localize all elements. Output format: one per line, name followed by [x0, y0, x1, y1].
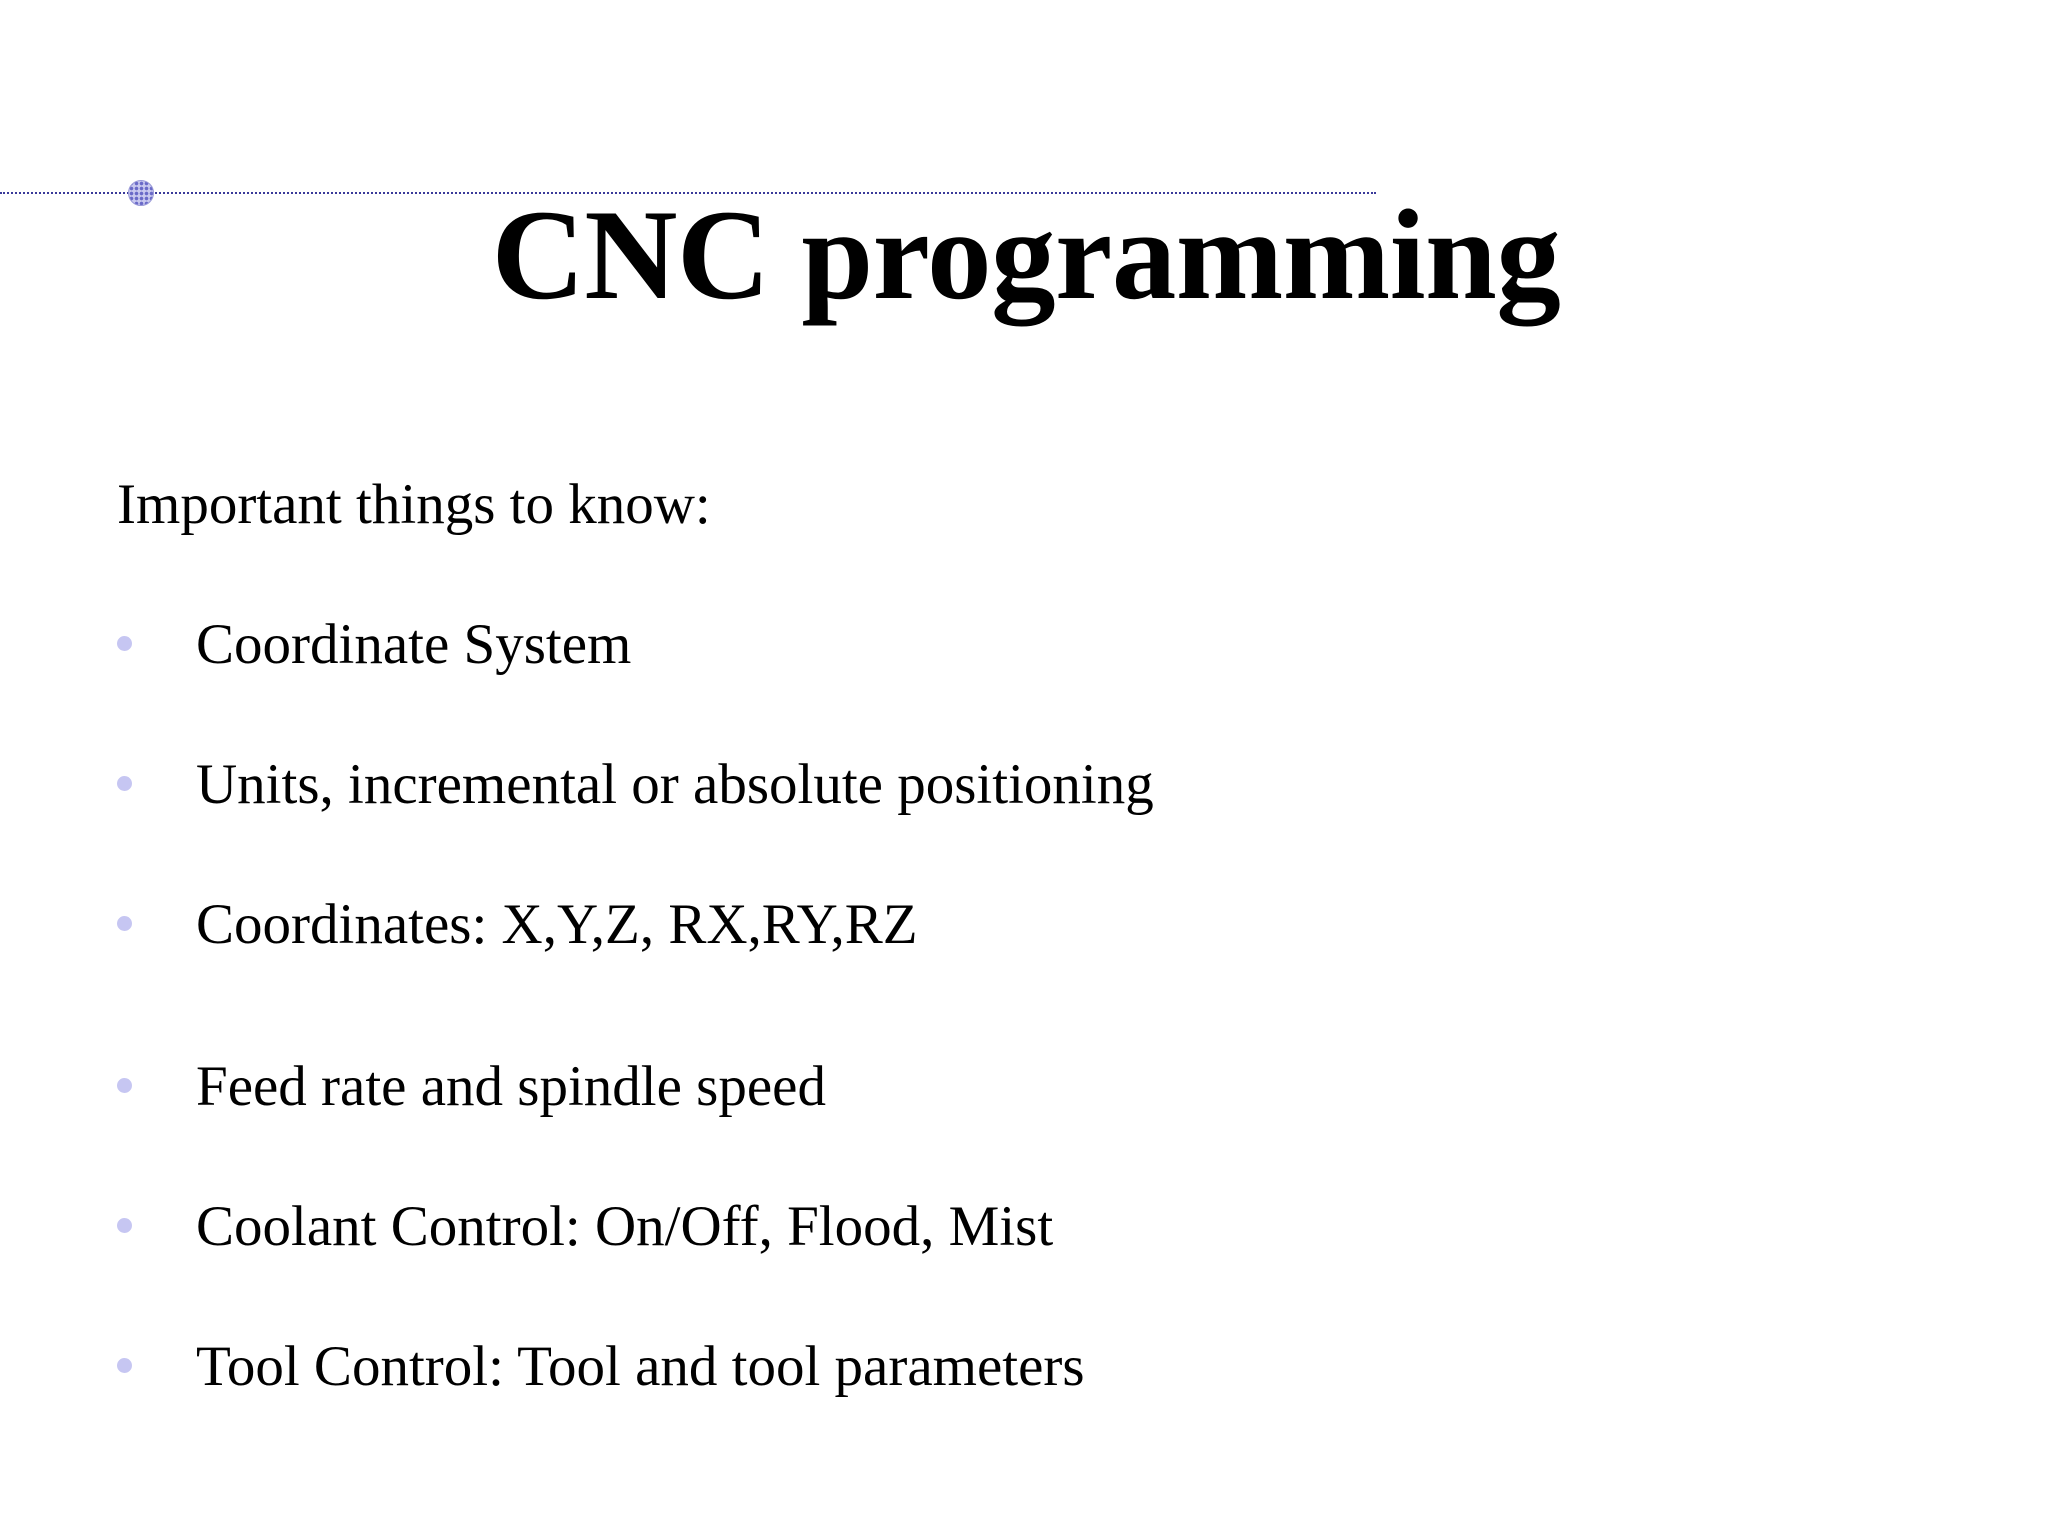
bullet-text: Coolant Control: On/Off, Flood, Mist [196, 1195, 1054, 1258]
bullet-icon [117, 776, 132, 791]
bullet-text: Coordinates: X,Y,Z, RX,RY,RZ [196, 893, 918, 956]
bullet-text: Coordinate System [196, 613, 632, 676]
bullet-text: Tool Control: Tool and tool parameters [196, 1335, 1085, 1398]
bullet-icon [117, 1078, 132, 1093]
bullet-icon [117, 916, 132, 931]
slide-title: CNC programming [491, 183, 1561, 326]
bullet-icon [117, 1218, 132, 1233]
intro-text: Important things to know: [117, 473, 711, 536]
bullet-icon [117, 1358, 132, 1373]
bullet-text: Feed rate and spindle speed [196, 1055, 826, 1118]
bullet-icon [117, 636, 132, 651]
bullet-text: Units, incremental or absolute positioning [196, 753, 1154, 816]
